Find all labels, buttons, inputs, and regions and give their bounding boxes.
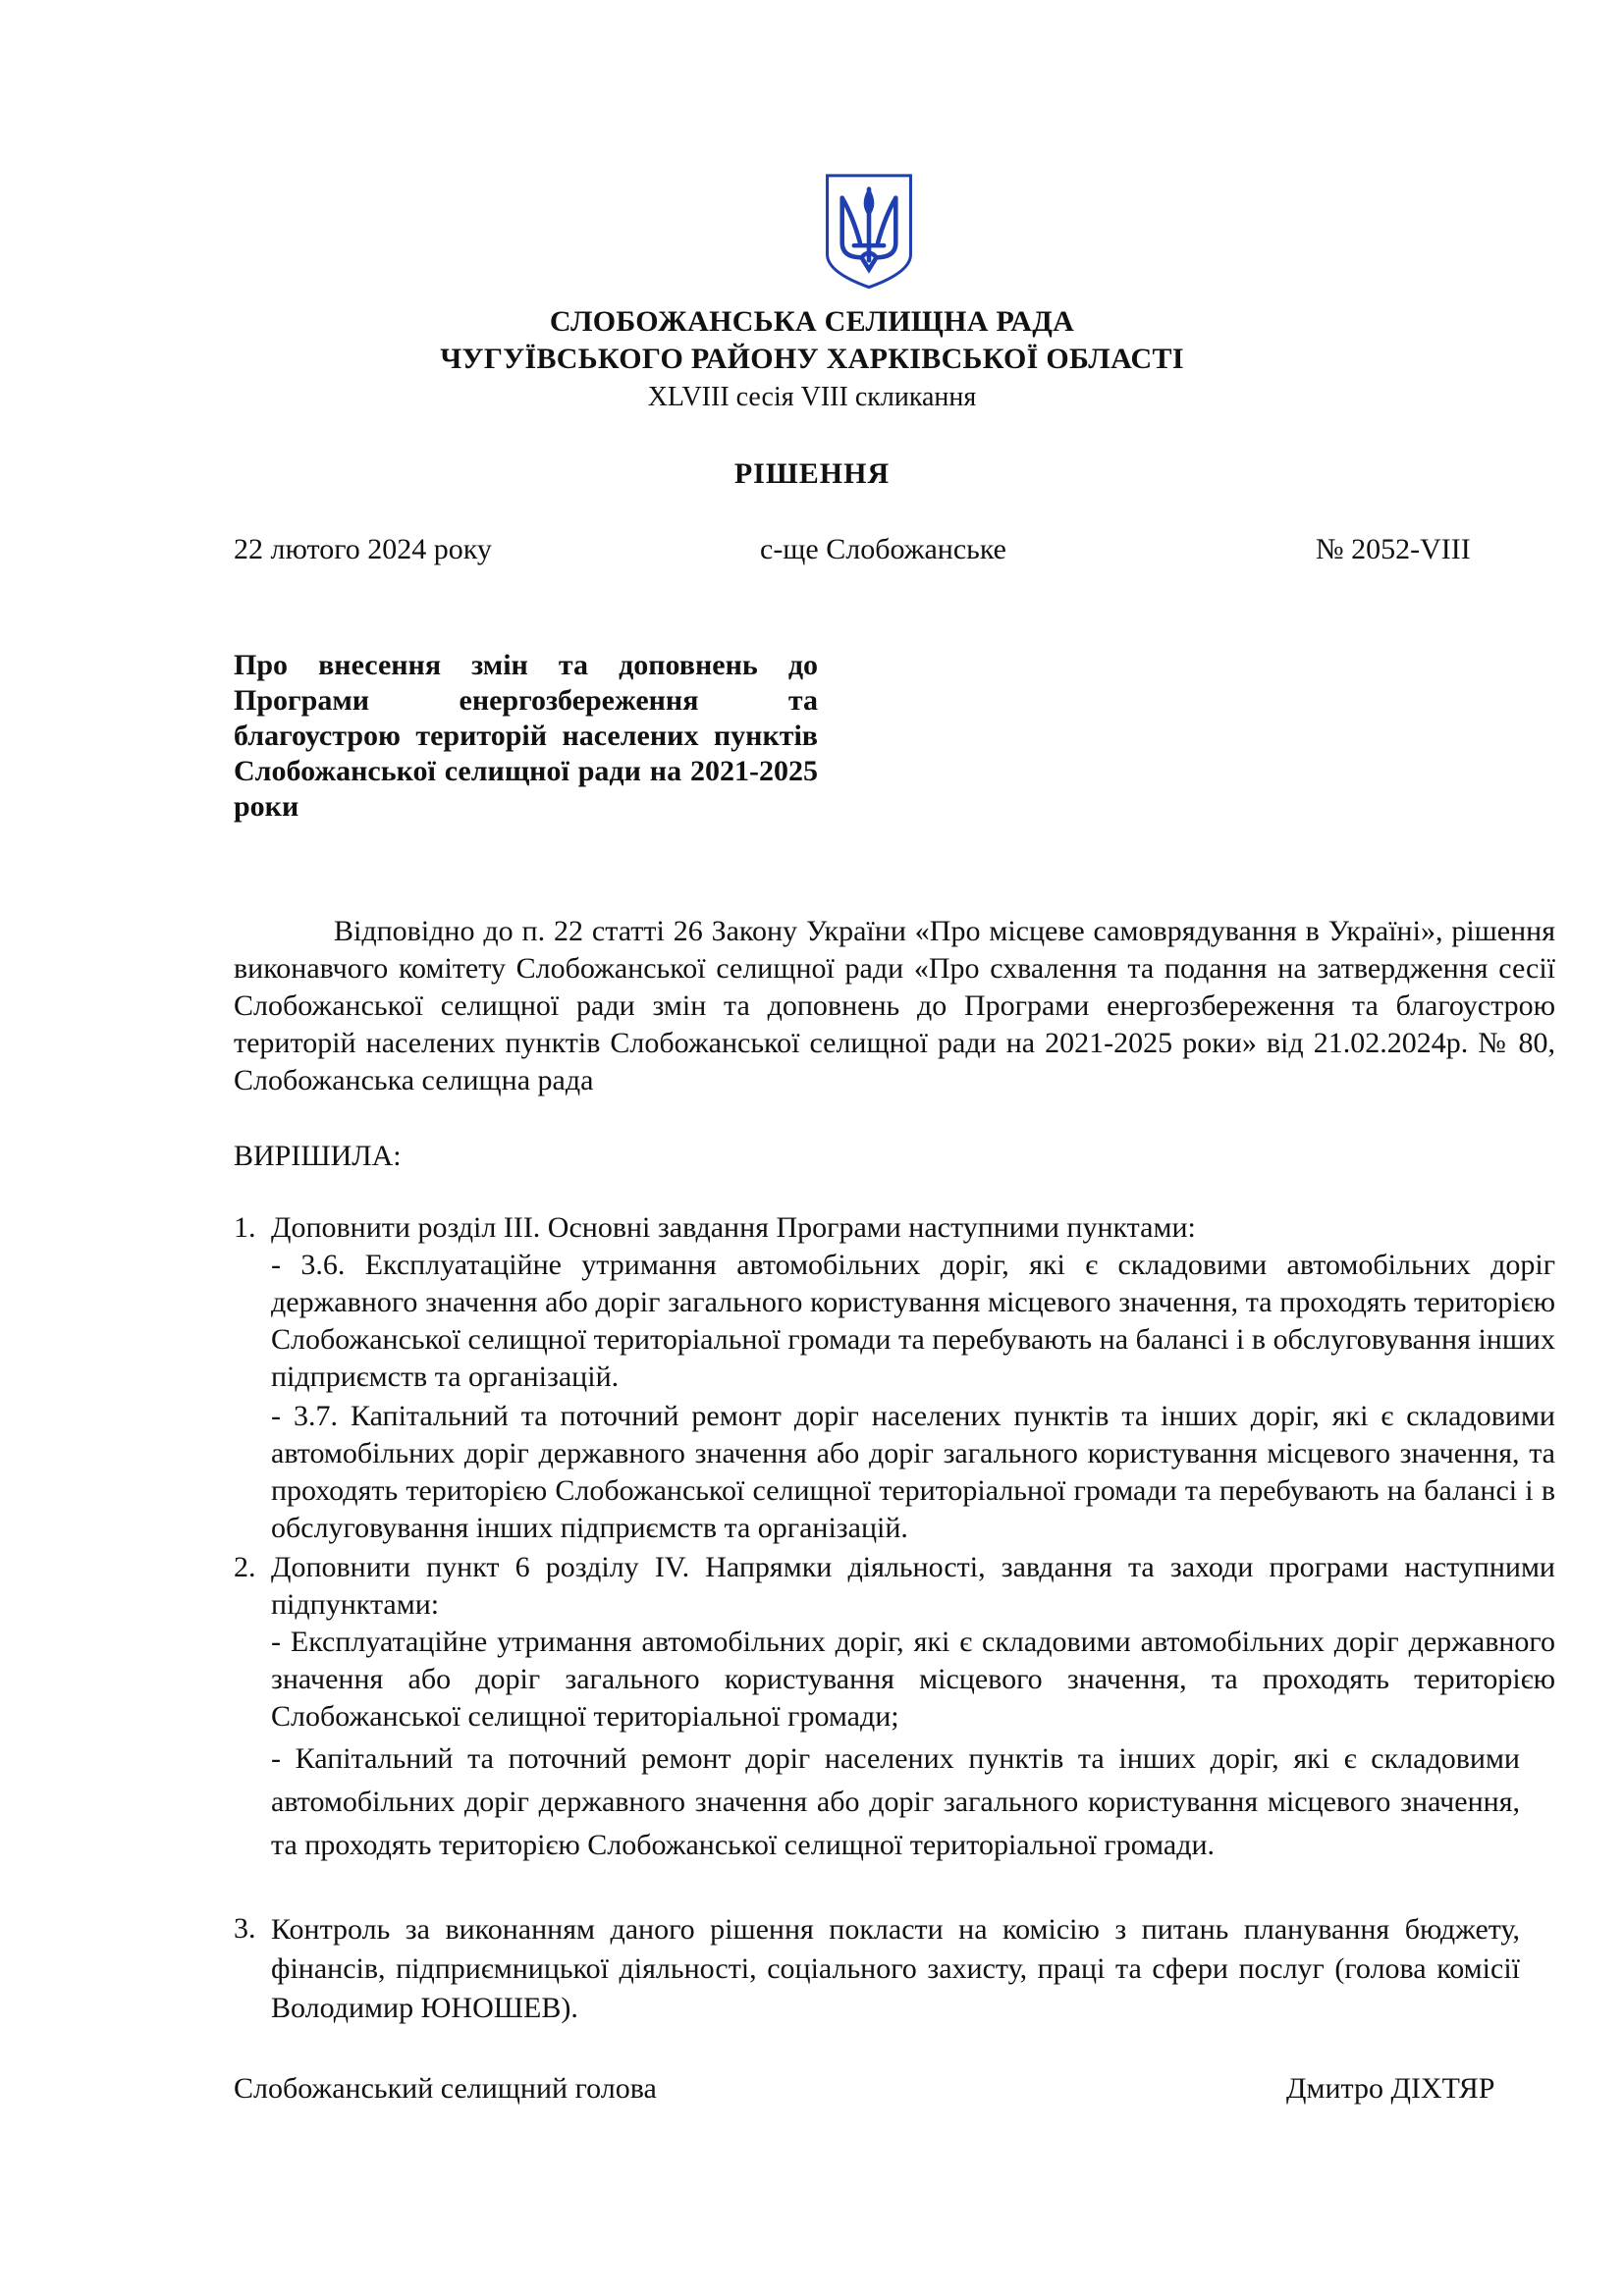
item-number: 3.: [234, 1912, 256, 1945]
item-text: Доповнити розділ ІІІ. Основні завдання Програми наступними пунктами:: [271, 1211, 1196, 1244]
preamble-paragraph: Відповідно до п. 22 статті 26 Закону України «Про місцеве самоврядування в Україні», рішення виконавчого комітету Слобожанської селищної ради «Про схвалення та подання на затвердження сесії Слобожанської селищної ради змін та доповнень до Програми енергозбереження та благоустрою територій населених пунктів Слобожанської селищної ради на 2021-2025 роки» від 21.02.2024р. № 80, Слобожанська селищна рада: [234, 915, 1555, 1096]
district-title: ЧУГУЇВСЬКОГО РАЙОНУ ХАРКІВСЬКОЇ ОБЛАСТІ: [440, 343, 1184, 375]
sub-item: - Експлуатаційне утримання автомобільних доріг, які є складовими автомобільних доріг державного значення або доріг загального користування місцевого значення, та проходять територією Слобожанської селищної територіальної громади;: [271, 1626, 1555, 1733]
session-line: XLVIII сесія VIII скликання: [647, 382, 977, 412]
signatory-name: Дмитро ДІХТЯР: [1286, 2072, 1495, 2105]
decision-date: 22 лютого 2024 року: [234, 533, 492, 565]
council-title: СЛОБОЖАНСЬКА СЕЛИЩНА РАДА: [549, 305, 1075, 338]
item-text: Контроль за виконанням даного рішення покласти на комісію з питань планування бюджету, фінансів, підприємницької діяльності, соціального захисту, праці та сфери послуг (голова комісії Володимир ЮНОШЕВ).: [271, 1913, 1520, 2024]
sub-item: - Капітальний та поточний ремонт доріг населених пунктів та інших доріг, які є складовими автомобільних доріг державного значення або доріг загального користування місцевого значення, та проходять територією Слобожанської селищної територіальної громади.: [271, 1742, 1520, 1861]
decision-number: № 2052-VIII: [1316, 533, 1471, 565]
document-type-heading: РІШЕННЯ: [733, 457, 891, 490]
signatory-position: Слобожанський селищний голова: [234, 2072, 657, 2105]
sub-item: - 3.6. Експлуатаційне утримання автомобільних доріг, які є складовими автомобільних доріг державного значення або доріг загального користування місцевого значення, та проходять територією Слобожанської селищної територіальної громади та перебувають на балансі і в обслуговування інших підприємств та організацій.: [271, 1249, 1555, 1393]
decision-subject: Про внесення змін та доповнень до Програми енергозбереження та благоустрою територій населених пунктів Слобожанської селищної ради на 2021-2025 роки: [234, 649, 818, 823]
item-text: Доповнити пункт 6 розділу IV. Напрямки діяльності, завдання та заходи програми наступними підпунктами:: [271, 1551, 1555, 1621]
sub-item: - 3.7. Капітальний та поточний ремонт доріг населених пунктів та інших доріг, які є складовими автомобільних доріг державного значення або доріг загального користування місцевого значення, та проходять територією Слобожанської селищної територіальної громади та перебувають на балансі і в обслуговування інших підприємств та організацій.: [271, 1400, 1555, 1544]
item-number: 2.: [234, 1551, 256, 1583]
resolved-heading: ВИРІШИЛА:: [234, 1140, 402, 1172]
trident-emblem-icon: [823, 171, 915, 291]
decision-place: с-ще Слобожанське: [760, 533, 1006, 565]
item-number: 1.: [234, 1211, 256, 1244]
